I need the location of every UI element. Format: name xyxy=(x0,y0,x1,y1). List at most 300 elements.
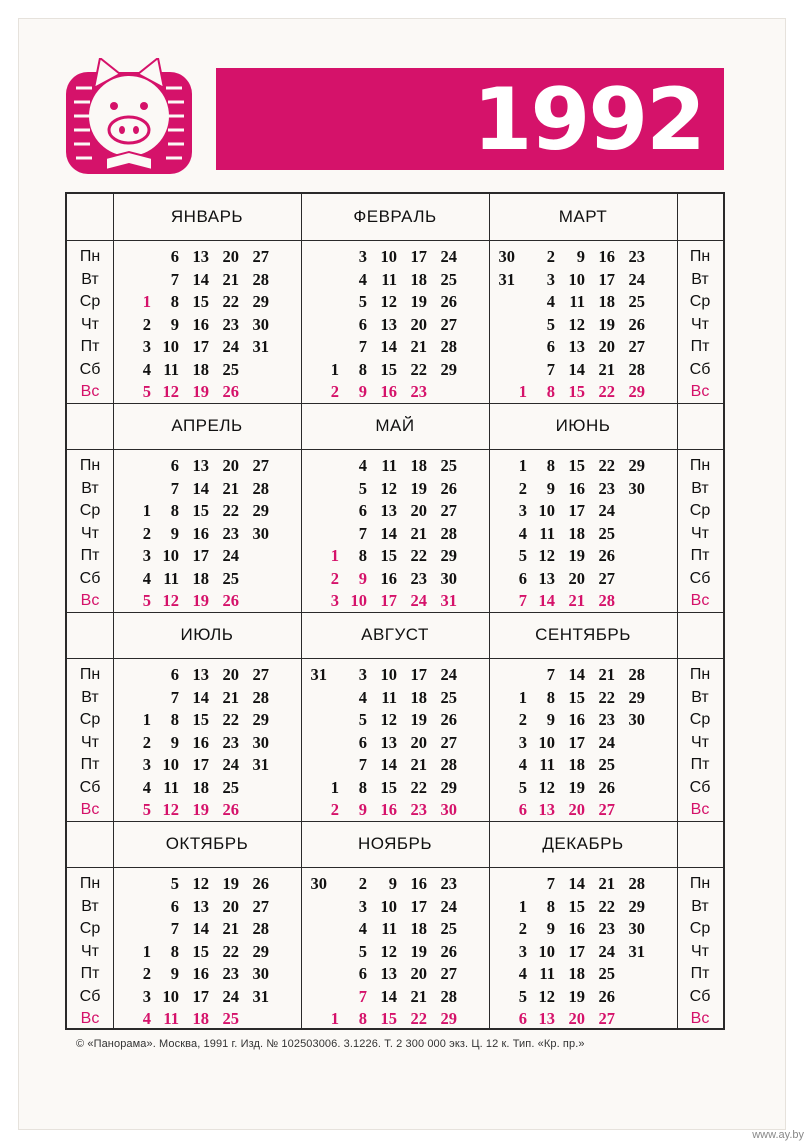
weekday-label: Пт xyxy=(690,756,710,773)
week-row xyxy=(113,523,301,546)
weekday-label: Чт xyxy=(81,315,99,333)
week-row xyxy=(301,873,489,896)
day-number: 22 xyxy=(222,501,239,520)
day-number: 21 xyxy=(598,874,615,893)
day-number: 17 xyxy=(568,732,585,752)
week-row xyxy=(489,478,677,501)
day-number: 24 xyxy=(598,941,615,961)
month-days xyxy=(113,246,301,404)
day-number: 14 xyxy=(192,687,209,707)
day-number: 18 xyxy=(568,755,585,774)
weekday-label: Вт xyxy=(81,270,99,288)
day-number: 29 xyxy=(440,546,457,565)
weekday-labels-left xyxy=(67,873,113,1031)
week-row xyxy=(301,918,489,941)
day-number: 30 xyxy=(498,247,515,266)
week-row xyxy=(113,799,301,822)
day-number: 18 xyxy=(410,687,427,707)
month-days xyxy=(301,664,489,822)
day-number: 6 xyxy=(358,501,367,520)
weekday-labels-right xyxy=(677,246,723,404)
week-row xyxy=(113,314,301,337)
week-row xyxy=(489,314,677,337)
imprint-footer: © «Панорама». Москва, 1991 г. Изд. № 102503006. 3.1226. Т. 2 300 000 экз. Ц. 12 к. Тип. «Кр. пр.» xyxy=(76,1038,585,1050)
day-number: 14 xyxy=(538,591,555,610)
day-number: 7 xyxy=(518,591,527,610)
week-row xyxy=(489,986,677,1009)
week-row xyxy=(113,896,301,919)
week-row xyxy=(113,918,301,941)
day-number: 26 xyxy=(222,591,239,610)
day-number: 31 xyxy=(440,591,457,610)
day-number: 1 xyxy=(518,382,527,401)
day-number: 21 xyxy=(410,337,427,356)
day-number: 30 xyxy=(310,874,327,893)
day-number: 14 xyxy=(568,874,585,893)
month-name: ДЕКАБРЬ xyxy=(542,834,624,853)
day-number: 19 xyxy=(410,478,427,498)
week-row xyxy=(113,478,301,501)
week-row xyxy=(489,664,677,687)
day-number: 20 xyxy=(410,501,427,520)
day-number: 23 xyxy=(410,568,427,588)
day-number: 7 xyxy=(358,755,367,774)
day-number: 17 xyxy=(192,755,209,774)
day-number: 19 xyxy=(410,292,427,311)
month-name: НОЯБРЬ xyxy=(357,834,433,853)
day-number: 12 xyxy=(538,777,555,797)
day-number: 15 xyxy=(380,777,397,797)
day-number: 13 xyxy=(192,456,209,475)
day-number: 18 xyxy=(598,292,615,311)
weekday-label: Ср xyxy=(79,711,101,728)
day-number: 11 xyxy=(539,755,555,774)
day-number: 27 xyxy=(598,568,615,588)
day-number: 11 xyxy=(381,919,397,938)
day-number: 2 xyxy=(546,247,555,266)
day-number: 6 xyxy=(170,247,179,266)
week-row xyxy=(301,455,489,478)
month-name: ФЕВРАЛЬ xyxy=(353,207,437,226)
day-number: 12 xyxy=(380,941,397,961)
day-number: 28 xyxy=(440,523,457,543)
day-number: 20 xyxy=(222,665,239,684)
day-number: 7 xyxy=(358,523,367,543)
weekday-label: Пт xyxy=(690,965,710,982)
week-row xyxy=(113,777,301,800)
weekday-labels-left xyxy=(67,455,113,613)
day-number: 28 xyxy=(252,687,269,707)
day-number: 29 xyxy=(628,456,645,475)
day-number: 6 xyxy=(546,337,555,356)
month-name: АВГУСТ xyxy=(361,625,429,644)
week-row xyxy=(489,545,677,568)
day-number: 3 xyxy=(358,665,367,684)
day-number: 16 xyxy=(568,710,585,729)
day-number: 29 xyxy=(252,710,269,729)
day-number: 1 xyxy=(518,687,527,707)
day-number: 15 xyxy=(380,359,397,379)
day-number: 18 xyxy=(410,269,427,289)
month-days xyxy=(113,873,301,1031)
day-number: 20 xyxy=(222,896,239,916)
day-number: 19 xyxy=(192,382,209,401)
watermark: www.ay.by xyxy=(752,1129,804,1141)
day-number: 28 xyxy=(628,665,645,684)
day-number: 6 xyxy=(518,800,527,819)
day-number: 1 xyxy=(330,359,339,379)
day-number: 14 xyxy=(380,523,397,543)
day-number: 28 xyxy=(440,755,457,774)
day-number: 16 xyxy=(380,382,397,401)
week-row xyxy=(301,687,489,710)
weekday-label: Пт xyxy=(80,965,100,982)
weekday-label: Вт xyxy=(691,270,709,288)
day-number: 3 xyxy=(142,986,151,1006)
day-number: 19 xyxy=(410,941,427,961)
day-number: 27 xyxy=(252,247,269,266)
week-row xyxy=(489,687,677,710)
day-number: 9 xyxy=(170,732,179,752)
weekday-label: Вс xyxy=(690,801,710,818)
day-number: 8 xyxy=(546,687,555,707)
week-row xyxy=(301,799,489,822)
day-number: 15 xyxy=(192,941,209,961)
day-number: 13 xyxy=(380,314,397,334)
week-row xyxy=(113,568,301,591)
day-number: 22 xyxy=(410,777,427,797)
day-number: 7 xyxy=(358,337,367,356)
month-days xyxy=(301,455,489,613)
month-name: ИЮНЬ xyxy=(555,416,611,435)
grid-horizontal-line xyxy=(67,240,723,241)
day-number: 13 xyxy=(192,896,209,916)
day-number: 26 xyxy=(628,314,645,334)
weekday-label: Вс xyxy=(690,1010,710,1027)
day-number: 12 xyxy=(380,478,397,498)
day-number: 1 xyxy=(330,546,339,565)
day-number: 20 xyxy=(568,800,585,819)
week-row xyxy=(489,709,677,732)
day-number: 11 xyxy=(381,456,397,475)
weekday-label: Сб xyxy=(689,778,711,796)
day-number: 1 xyxy=(330,777,339,797)
weekday-label: Ср xyxy=(689,502,711,519)
day-number: 17 xyxy=(410,247,427,266)
weekday-label: Пн xyxy=(79,666,101,683)
week-row xyxy=(489,732,677,755)
day-number: 23 xyxy=(410,382,427,401)
day-number: 15 xyxy=(568,456,585,475)
day-number: 31 xyxy=(252,755,269,774)
day-number: 1 xyxy=(518,896,527,916)
day-number: 4 xyxy=(142,777,151,797)
day-number: 13 xyxy=(538,568,555,588)
day-number: 22 xyxy=(598,456,615,475)
weekday-label: Ср xyxy=(689,920,711,937)
week-row xyxy=(113,336,301,359)
day-number: 27 xyxy=(440,501,457,520)
day-number: 14 xyxy=(380,337,397,356)
week-row xyxy=(489,523,677,546)
weekday-label: Чт xyxy=(691,733,709,751)
weekday-label: Пт xyxy=(80,756,100,773)
day-number: 29 xyxy=(252,292,269,311)
day-number: 3 xyxy=(518,501,527,520)
day-number: 16 xyxy=(192,314,209,334)
day-number: 10 xyxy=(162,337,179,356)
day-number: 30 xyxy=(628,710,645,729)
day-number: 4 xyxy=(546,292,555,311)
week-row xyxy=(301,732,489,755)
day-number: 4 xyxy=(358,687,367,707)
weekday-label: Пт xyxy=(80,547,100,564)
weekday-labels-right xyxy=(677,455,723,613)
day-number: 7 xyxy=(546,359,555,379)
day-number: 18 xyxy=(192,568,209,588)
day-number: 13 xyxy=(380,964,397,983)
day-number: 17 xyxy=(410,665,427,684)
day-number: 11 xyxy=(539,523,555,543)
day-number: 14 xyxy=(380,755,397,774)
day-number: 31 xyxy=(252,337,269,356)
day-number: 20 xyxy=(568,568,585,588)
day-number: 28 xyxy=(252,269,269,289)
day-number: 15 xyxy=(568,382,585,401)
day-number: 1 xyxy=(142,292,151,311)
week-row xyxy=(113,941,301,964)
day-number: 27 xyxy=(628,337,645,356)
day-number: 5 xyxy=(518,546,527,565)
day-number: 21 xyxy=(410,986,427,1006)
weekday-label: Чт xyxy=(81,524,99,542)
day-number: 30 xyxy=(252,523,269,543)
weekday-label: Пн xyxy=(79,875,101,892)
week-row xyxy=(489,500,677,523)
day-number: 27 xyxy=(598,1009,615,1028)
day-number: 1 xyxy=(142,501,151,520)
weekday-label: Вс xyxy=(80,1010,100,1027)
day-number: 2 xyxy=(358,874,367,893)
day-number: 24 xyxy=(222,546,239,565)
day-number: 5 xyxy=(142,800,151,819)
day-number: 22 xyxy=(598,687,615,707)
day-number: 11 xyxy=(163,777,179,797)
day-number: 12 xyxy=(380,292,397,311)
day-number: 21 xyxy=(410,755,427,774)
month-days xyxy=(489,246,677,404)
day-number: 3 xyxy=(518,941,527,961)
week-row xyxy=(489,359,677,382)
day-number: 10 xyxy=(162,986,179,1006)
day-number: 2 xyxy=(518,478,527,498)
day-number: 8 xyxy=(170,710,179,729)
day-number: 30 xyxy=(440,568,457,588)
day-number: 20 xyxy=(410,732,427,752)
day-number: 22 xyxy=(410,1009,427,1028)
week-row xyxy=(489,336,677,359)
day-number: 6 xyxy=(170,456,179,475)
week-row xyxy=(489,455,677,478)
day-number: 22 xyxy=(222,941,239,961)
weekday-label: Пн xyxy=(79,248,101,265)
day-number: 27 xyxy=(252,896,269,916)
day-number: 19 xyxy=(568,777,585,797)
day-number: 18 xyxy=(410,919,427,938)
day-number: 11 xyxy=(539,964,555,983)
day-number: 13 xyxy=(568,337,585,356)
day-number: 10 xyxy=(538,501,555,520)
day-number: 3 xyxy=(330,591,339,610)
day-number: 29 xyxy=(252,941,269,961)
day-number: 6 xyxy=(170,665,179,684)
day-number: 22 xyxy=(410,359,427,379)
weekday-label: Вс xyxy=(80,801,100,818)
day-number: 24 xyxy=(628,269,645,289)
day-number: 22 xyxy=(410,546,427,565)
day-number: 23 xyxy=(222,314,239,334)
week-row xyxy=(489,590,677,613)
week-row xyxy=(489,777,677,800)
week-row xyxy=(113,269,301,292)
day-number: 4 xyxy=(142,568,151,588)
day-number: 14 xyxy=(192,478,209,498)
day-number: 14 xyxy=(380,986,397,1006)
day-number: 8 xyxy=(358,359,367,379)
weekday-label: Пн xyxy=(689,457,711,474)
day-number: 27 xyxy=(252,665,269,684)
week-row xyxy=(301,777,489,800)
week-row xyxy=(489,1008,677,1031)
day-number: 16 xyxy=(380,800,397,819)
day-number: 14 xyxy=(568,665,585,684)
day-number: 6 xyxy=(358,964,367,983)
day-number: 20 xyxy=(222,456,239,475)
day-number: 25 xyxy=(222,1009,239,1028)
day-number: 18 xyxy=(410,456,427,475)
day-number: 8 xyxy=(170,941,179,961)
day-number: 24 xyxy=(440,665,457,684)
weekday-label: Ср xyxy=(689,711,711,728)
day-number: 5 xyxy=(518,986,527,1006)
week-row xyxy=(489,381,677,404)
day-number: 24 xyxy=(598,501,615,520)
week-row xyxy=(489,568,677,591)
week-row xyxy=(113,963,301,986)
day-number: 3 xyxy=(142,755,151,774)
day-number: 29 xyxy=(440,1009,457,1028)
day-number: 19 xyxy=(410,710,427,729)
year-banner xyxy=(216,68,724,170)
day-number: 26 xyxy=(252,874,269,893)
week-row xyxy=(301,941,489,964)
day-number: 16 xyxy=(192,964,209,983)
day-number: 25 xyxy=(222,359,239,379)
week-row xyxy=(113,709,301,732)
day-number: 4 xyxy=(518,964,527,983)
day-number: 24 xyxy=(440,896,457,916)
day-number: 5 xyxy=(358,710,367,729)
day-number: 14 xyxy=(568,359,585,379)
day-number: 17 xyxy=(192,986,209,1006)
weekday-label: Ср xyxy=(689,293,711,310)
day-number: 12 xyxy=(538,986,555,1006)
day-number: 11 xyxy=(163,568,179,588)
week-row xyxy=(301,359,489,382)
day-number: 17 xyxy=(192,546,209,565)
week-row xyxy=(301,291,489,314)
week-row xyxy=(113,545,301,568)
day-number: 2 xyxy=(142,523,151,543)
week-row xyxy=(301,664,489,687)
day-number: 12 xyxy=(192,874,209,893)
day-number: 10 xyxy=(350,591,367,610)
day-number: 8 xyxy=(358,777,367,797)
day-number: 16 xyxy=(410,874,427,893)
day-number: 25 xyxy=(440,919,457,938)
year-title: 1992 xyxy=(472,70,704,170)
week-row xyxy=(113,873,301,896)
day-number: 17 xyxy=(380,591,397,610)
day-number: 23 xyxy=(598,478,615,498)
day-number: 28 xyxy=(440,986,457,1006)
day-number: 20 xyxy=(222,247,239,266)
day-number: 26 xyxy=(440,710,457,729)
day-number: 25 xyxy=(222,568,239,588)
day-number: 31 xyxy=(498,269,515,289)
day-number: 19 xyxy=(222,874,239,893)
weekday-label: Сб xyxy=(689,987,711,1005)
day-number: 12 xyxy=(538,546,555,565)
week-row xyxy=(113,754,301,777)
week-row xyxy=(301,590,489,613)
weekday-label: Сб xyxy=(79,360,101,378)
day-number: 18 xyxy=(192,359,209,379)
day-number: 24 xyxy=(222,986,239,1006)
day-number: 16 xyxy=(598,247,615,266)
month-days xyxy=(489,873,677,1031)
month-days xyxy=(489,455,677,613)
day-number: 17 xyxy=(410,896,427,916)
week-row xyxy=(301,523,489,546)
day-number: 30 xyxy=(252,732,269,752)
day-number: 1 xyxy=(330,1009,339,1028)
day-number: 30 xyxy=(252,314,269,334)
week-row xyxy=(113,359,301,382)
day-number: 5 xyxy=(142,591,151,610)
day-number: 17 xyxy=(568,941,585,961)
day-number: 27 xyxy=(440,732,457,752)
day-number: 17 xyxy=(598,269,615,289)
grid-horizontal-line xyxy=(67,449,723,450)
day-number: 16 xyxy=(568,478,585,498)
month-days xyxy=(489,664,677,822)
day-number: 18 xyxy=(192,777,209,797)
day-number: 29 xyxy=(628,896,645,916)
day-number: 15 xyxy=(568,687,585,707)
day-number: 8 xyxy=(546,896,555,916)
day-number: 9 xyxy=(388,874,397,893)
day-number: 20 xyxy=(598,337,615,356)
weekday-label: Сб xyxy=(79,569,101,587)
day-number: 20 xyxy=(410,314,427,334)
day-number: 11 xyxy=(163,359,179,379)
day-number: 15 xyxy=(380,1009,397,1028)
day-number: 23 xyxy=(222,964,239,983)
weekday-label: Пт xyxy=(690,338,710,355)
weekday-labels-left xyxy=(67,664,113,822)
week-row xyxy=(301,963,489,986)
